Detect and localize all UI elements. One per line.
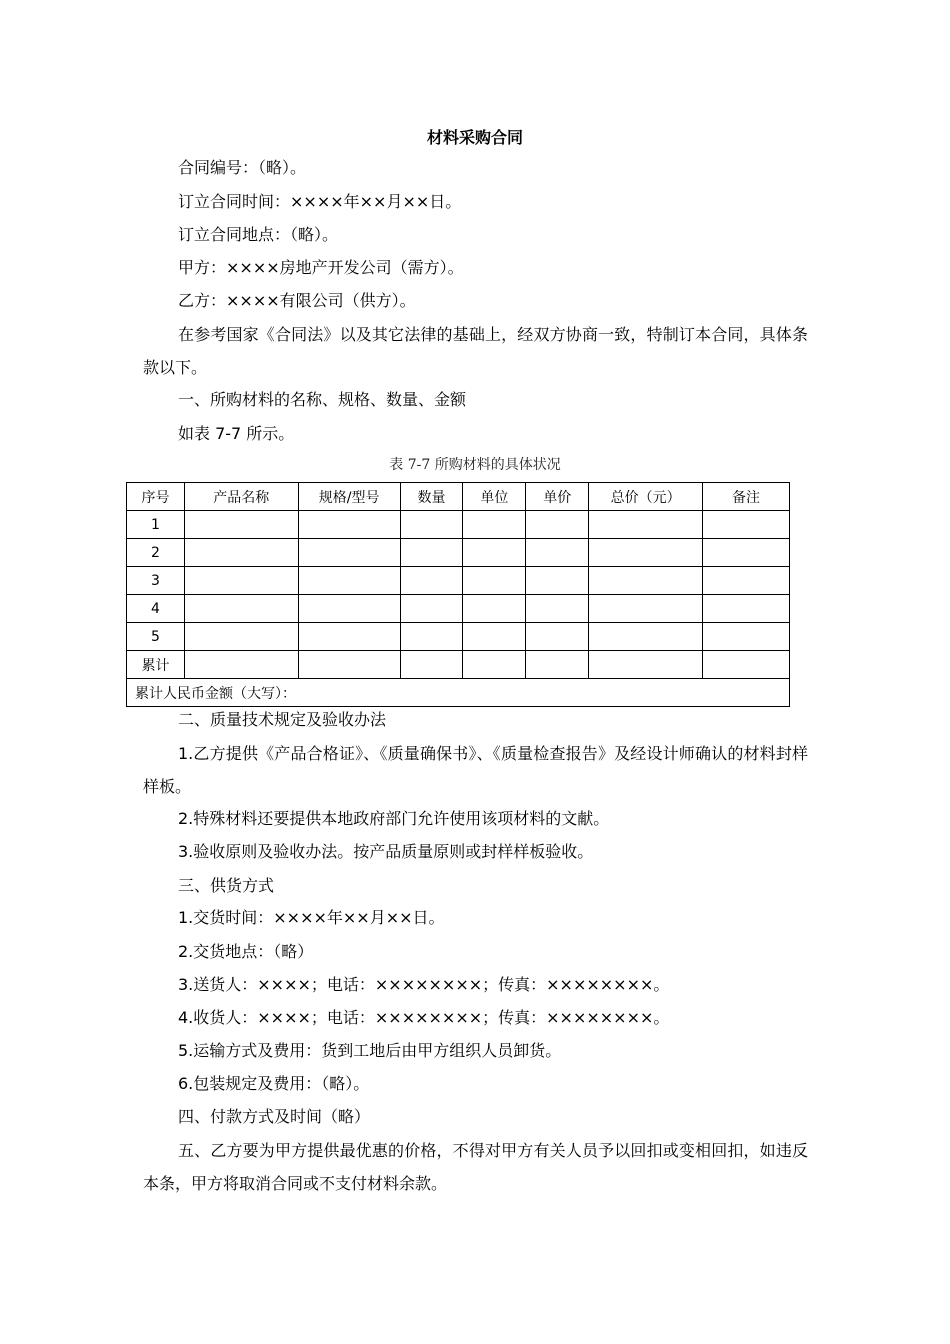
sign-time: 订立合同时间：××××年××月××日。 bbox=[178, 192, 462, 211]
header-product-name: 产品名称 bbox=[184, 483, 298, 511]
cell bbox=[526, 539, 589, 567]
section-3-heading: 三、供货方式 bbox=[178, 876, 275, 895]
cell bbox=[589, 567, 703, 595]
table-row bbox=[127, 595, 790, 623]
intro-paragraph: 在参考国家《合同法》以及其它法律的基础上，经双方协商一致，特制订本合同，具体条款以下。 bbox=[143, 325, 808, 377]
section-5-paragraph: 五、乙方要为甲方提供最优惠的价格，不得对甲方有关人员予以回扣或变相回扣，如违反本条，甲方将取消合同或不支付材料余款。 bbox=[143, 1141, 808, 1193]
row-seq: 4 bbox=[127, 595, 185, 623]
cell bbox=[463, 651, 526, 679]
section-2-item-2: 2.特殊材料还要提供本地政府部门允许使用该项材料的文献。 bbox=[178, 809, 610, 828]
cell bbox=[184, 511, 298, 539]
cell bbox=[589, 623, 703, 651]
header-spec-model: 规格/型号 bbox=[298, 483, 400, 511]
section-3-item-5: 5.运输方式及费用：货到工地后由甲方组织人员卸货。 bbox=[178, 1041, 562, 1060]
cell bbox=[703, 511, 790, 539]
row-seq: 2 bbox=[127, 539, 185, 567]
cell bbox=[703, 595, 790, 623]
table-header-row bbox=[127, 483, 790, 511]
cell bbox=[184, 539, 298, 567]
cell bbox=[298, 539, 400, 567]
section-2-item-3: 3.验收原则及验收办法。按产品质量原则或封样样板验收。 bbox=[178, 842, 594, 861]
header-total-price: 总价（元） bbox=[589, 483, 703, 511]
cell bbox=[703, 651, 790, 679]
section-1-reference: 如表 7-7 所示。 bbox=[178, 424, 295, 443]
row-seq: 3 bbox=[127, 567, 185, 595]
header-remarks: 备注 bbox=[703, 483, 790, 511]
sign-place: 订立合同地点：（略）。 bbox=[178, 225, 339, 244]
cell bbox=[298, 595, 400, 623]
cell bbox=[298, 567, 400, 595]
cell bbox=[463, 623, 526, 651]
cell bbox=[463, 511, 526, 539]
header-unit-price: 单价 bbox=[526, 483, 589, 511]
table-row bbox=[127, 567, 790, 595]
header-seq: 序号 bbox=[127, 483, 185, 511]
cell bbox=[526, 595, 589, 623]
materials-table bbox=[126, 482, 790, 707]
section-3-item-1: 1.交货时间：××××年××月××日。 bbox=[178, 908, 445, 927]
party-a: 甲方：××××房地产开发公司（需方）。 bbox=[178, 258, 464, 277]
cell bbox=[526, 651, 589, 679]
table-row bbox=[127, 623, 790, 651]
section-2-item-1: 1.乙方提供《产品合格证》、《质量确保书》、《质量检查报告》及经设计师确认的材料封样样板。 bbox=[143, 744, 808, 796]
cell bbox=[400, 539, 463, 567]
section-3-item-2: 2.交货地点：（略） bbox=[178, 942, 314, 961]
section-3-item-4: 4.收货人：××××；电话：××××××××；传真：××××××××。 bbox=[178, 1008, 670, 1027]
cell bbox=[589, 539, 703, 567]
cell bbox=[400, 651, 463, 679]
table-caption: 表 7-7 所购材料的具体状况 bbox=[389, 457, 561, 473]
cell bbox=[400, 595, 463, 623]
table-row bbox=[127, 539, 790, 567]
cell bbox=[463, 539, 526, 567]
cell bbox=[589, 651, 703, 679]
total-rmb-label: 累计人民币金额（大写）： bbox=[127, 679, 790, 707]
cell bbox=[184, 595, 298, 623]
header-unit: 单位 bbox=[463, 483, 526, 511]
section-1-heading: 一、所购材料的名称、规格、数量、金额 bbox=[178, 390, 467, 409]
cell bbox=[184, 567, 298, 595]
cell bbox=[526, 511, 589, 539]
cell bbox=[703, 539, 790, 567]
section-2-heading: 二、质量技术规定及验收办法 bbox=[178, 710, 387, 729]
row-subtotal-label: 累计 bbox=[127, 651, 185, 679]
section-3-item-3: 3.送货人：××××；电话：××××××××；传真：××××××××。 bbox=[178, 975, 670, 994]
cell bbox=[703, 567, 790, 595]
cell bbox=[298, 651, 400, 679]
cell bbox=[400, 511, 463, 539]
cell bbox=[184, 623, 298, 651]
cell bbox=[526, 567, 589, 595]
table-row bbox=[127, 511, 790, 539]
cell bbox=[526, 623, 589, 651]
cell bbox=[589, 511, 703, 539]
header-quantity: 数量 bbox=[400, 483, 463, 511]
table-row-total-rmb bbox=[127, 679, 790, 707]
party-b: 乙方：××××有限公司（供方）。 bbox=[178, 291, 416, 310]
row-seq: 1 bbox=[127, 511, 185, 539]
cell bbox=[400, 567, 463, 595]
cell bbox=[589, 595, 703, 623]
section-4-heading: 四、付款方式及时间（略） bbox=[178, 1107, 371, 1126]
cell bbox=[463, 567, 526, 595]
row-seq: 5 bbox=[127, 623, 185, 651]
cell bbox=[400, 623, 463, 651]
contract-number: 合同编号：（略）。 bbox=[178, 158, 307, 177]
table-row-subtotal bbox=[127, 651, 790, 679]
cell bbox=[703, 623, 790, 651]
cell bbox=[463, 595, 526, 623]
cell bbox=[298, 623, 400, 651]
cell bbox=[298, 511, 400, 539]
document-title: 材料采购合同 bbox=[426, 128, 523, 147]
section-3-item-6: 6.包装规定及费用：（略）。 bbox=[178, 1074, 370, 1093]
cell bbox=[184, 651, 298, 679]
